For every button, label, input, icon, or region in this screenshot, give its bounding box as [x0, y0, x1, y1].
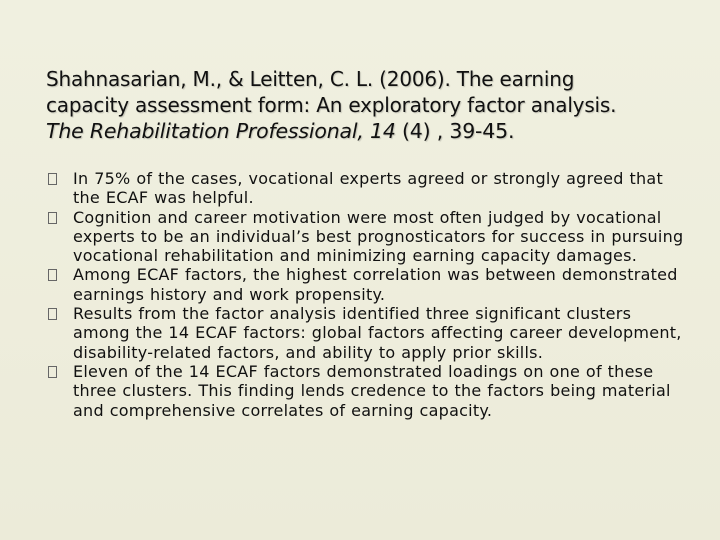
square-bullet-icon — [48, 269, 57, 281]
journal-volume-pages: (4) , 39-45. — [395, 119, 515, 143]
list-item-text: In 75% of the cases, vocational experts agreed or strongly agreed that the ECAF was helpful. — [73, 169, 663, 208]
list-item-text: Cognition and career motivation were most often judged by vocational experts to be an individual’s best prognosticators for success in pursuing vocational rehabilitation and minimizing earning capacity damages. — [73, 207, 684, 266]
list-item-text: Results from the factor analysis identified three significant clusters among the 14 ECAF factors: global factors affecting career development, disability-related factors, and ability to apply prior skills. — [73, 304, 682, 362]
citation-line-2: capacity assessment form: An exploratory factor analysis. — [46, 93, 617, 117]
list-item — [48, 169, 688, 208]
square-bullet-icon — [48, 212, 57, 224]
square-bullet-icon — [48, 173, 57, 185]
list-item — [48, 362, 688, 420]
list-item — [48, 208, 688, 266]
square-bullet-icon — [48, 308, 57, 320]
list-item-text: Eleven of the 14 ECAF factors demonstrated loadings on one of these three clusters. This finding lends credence to the factors being material and comprehensive correlates of earning capacity. — [73, 361, 671, 420]
findings-list — [48, 169, 688, 420]
square-bullet-icon — [48, 366, 57, 378]
list-item — [48, 265, 688, 304]
citation-title — [46, 66, 696, 144]
citation-journal-line — [46, 118, 696, 144]
list-item — [48, 304, 688, 362]
journal-name: The Rehabilitation Professional, 14 — [46, 119, 396, 143]
citation-line-1: Shahnasarian, M., & Leitten, C. L. (2006). The earning — [46, 67, 575, 91]
list-item-text: Among ECAF factors, the highest correlation was between demonstrated earnings history and work propensity. — [73, 265, 678, 304]
